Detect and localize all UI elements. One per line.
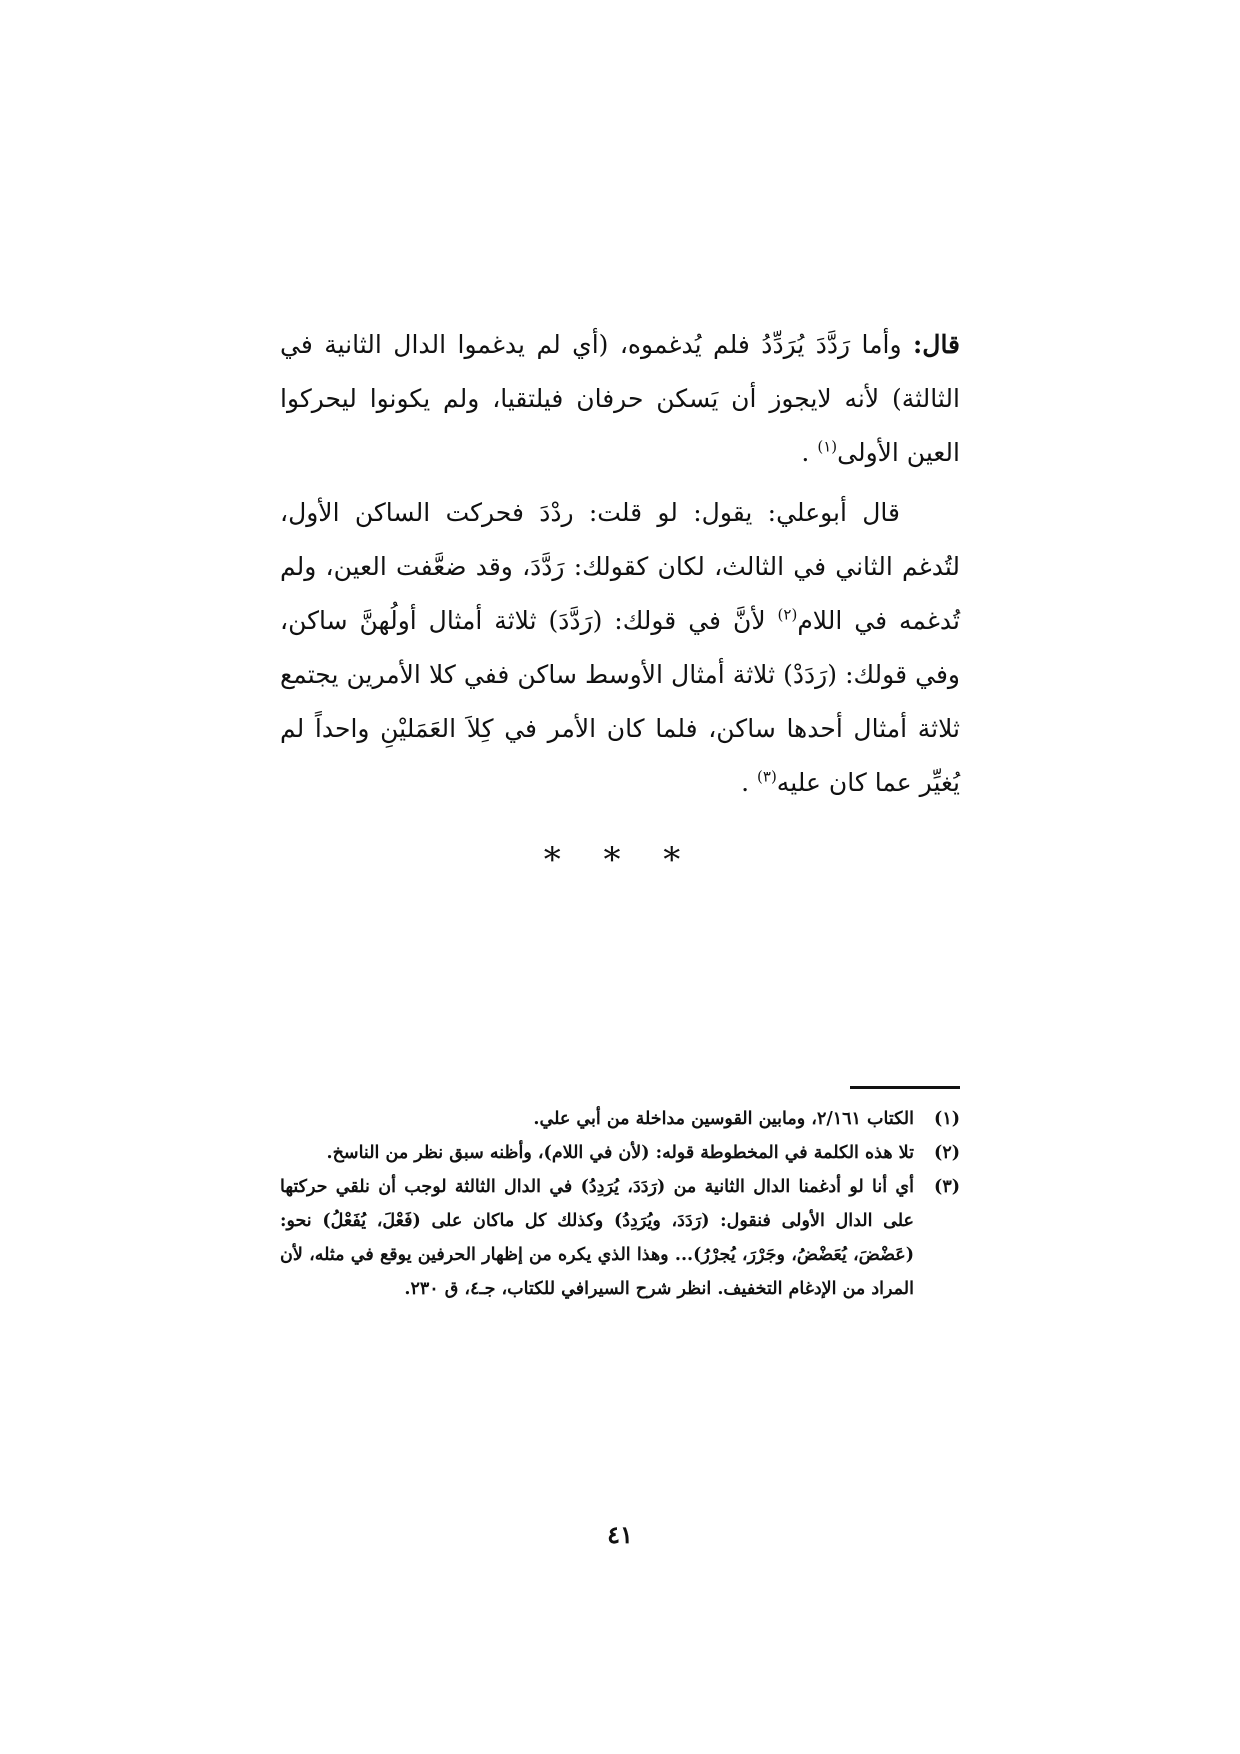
footnote-2: [280, 1136, 960, 1170]
paragraph-lead-word: قال:: [913, 330, 961, 359]
footnotes: [280, 1102, 960, 1306]
footnote-1: [280, 1102, 960, 1136]
paragraph-2-text-b: لأنَّ في قولك: (رَدَّدَ) ثلاثة أمثال أولُهنَّ ساكن، وفي قولك: (رَدَدْ) ثلاثة أمثال الأوسط ساكن ففي كلا الأمرين يجتمع ثلاثة أمثال أحدها ساكن، فلما كان الأمر في كِلاَ العَمَليْنِ واحداً لم يُغيِّر عما كان عليه: [280, 606, 960, 797]
footnote-ref-3: (٣): [757, 767, 777, 786]
footnote-text: تلا هذه الكلمة في المخطوطة قوله: (لأن في اللام)، وأظنه سبق نظر من الناسخ.: [326, 1143, 914, 1163]
footnote-text: أي أنا لو أدغمنا الدال الثانية من (رَدَدَ، يُرَدِدُ) في الدال الثالثة لوجب أن نلقي حركتها على الدال الأولى فنقول: (رَدَدَ، ويُرَدِدُ) وكذلك كل ماكان على (فَعْلَ، يُفَعْلُ) نحو: (عَضْضَ، يُعَضْضُ، وجَرْرَ، يُجرْرُ)... وهذا الذي يكره من إظهار الحرفين يوقع في مثله، لأن المراد من الإدغام التخفيف. انظر شرح السيرافي للكتاب، جـ٤، ق ٢٣٠.: [280, 1177, 914, 1299]
paragraph-2-end: .: [741, 768, 750, 797]
paragraph-2: [280, 486, 960, 810]
paragraph-1-text: وأما رَدَّدَ يُرَدِّدُ فلم يُدغموه، (أي لم يدغموا الدال الثانية في الثالثة) لأنه لايجوز أن يَسكن حرفان فيلتقيا، ولم يكونوا ليحركوا العين الأولى: [280, 330, 960, 467]
main-text: [280, 318, 960, 810]
section-separator: * * *: [543, 840, 697, 880]
page-number: ٤١: [607, 1520, 633, 1549]
footnote-number: (٣): [934, 1177, 960, 1197]
footnote-number: (١): [934, 1109, 960, 1129]
paragraph-2-text-a: قال أبوعلي: يقول: لو قلت: ردْدَ فحركت الساكن الأول، لتُدغم الثاني في الثالث، لكان كقولك: رَدَّدَ، وقد ضعَّفت العين، ولم تُدغمه في اللام: [280, 498, 960, 635]
footnote-3: [280, 1170, 960, 1306]
footnote-rule: [850, 1086, 960, 1089]
footnote-text: الكتاب ٢/١٦١، ومابين القوسين مداخلة من أبي علي.: [533, 1109, 914, 1129]
footnote-ref-1: (١): [817, 437, 838, 456]
footnote-ref-2: (٢): [777, 605, 798, 624]
paragraph-1-end: .: [801, 438, 810, 467]
footnote-number: (٢): [934, 1143, 960, 1163]
paragraph-1: [280, 318, 960, 480]
